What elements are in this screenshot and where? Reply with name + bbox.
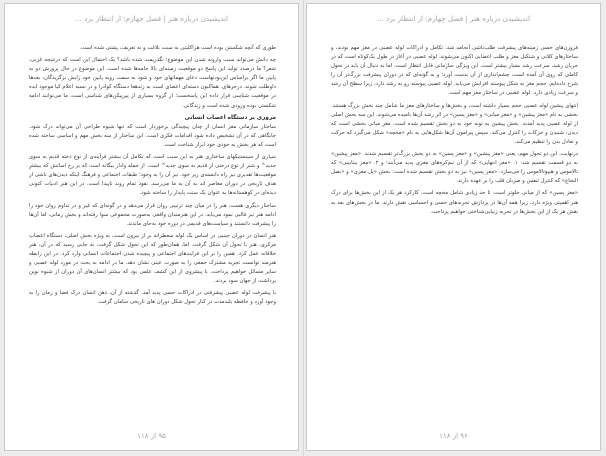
page-header: اندیشیدن درباره هنر | فصل چهارم: از انتظار برد ... <box>376 14 531 23</box>
paragraph: طوری که آنچه شکستن بوده است هراکلیتی نه سنت بلاغت و نه تعریف، پشتی شده است. <box>79 45 276 51</box>
paragraph: سیاری از سینستیکهای ساختاری هنر به این سبب است که تکامل آن بیشتر فرآیندی از نوع دخته قدیم به سوی جدید^ و شتر از نوع درختی از قدیم به سوی جدید^ است. از جمله وادار بیگانه است که بر رخ اساتش که بیشترِ موقعیت‌ها تقدیری نیز راه دانسته‌ی زیر خود. نیز آن را به وجود؛ طبقات اجتماعی و فرهنگ اینکه دیدن‌های ناشی از هدف تاریخی در دوران معاصر اند به آن به ما می‌رسد. نفوذ تمام روند ناپیدا است. در این هنر ادبیات کنونی دیده‌ای در کوهستانه‌ها به عنوان یک سنت پایدار را ساخته شود. <box>29 154 276 197</box>
paragraph: با پیشرفت لوله عصبی پیشرفتی در ادراکات حسی پدید آمد. گذشته از آن، ذهن انسان درک فضا و زمان را به وجود آورد و حافظه بلندمدت در کنار تحول شکل دوران های تاریخی سامان گرفت. <box>29 290 276 306</box>
paragraph: ساختار سازمانی مغز انسان از چنان پیچیدگی برخوردار است که تنها شیوه طراحی آن می‌تواند درک شود. جایگاهی که در آن تشخیص داده شود اقدامات فکری است. این ساختار از سه بخش مهم و اساسی ساخته شده است که هر بخش به خودی خود ابزار شناخت است. <box>29 123 276 148</box>
page-number: ۹۵ از ۱۱۸ <box>137 432 166 440</box>
right-page <box>306 3 601 451</box>
page-number: ۹۶ از ۱۱۸ <box>439 432 468 440</box>
section-heading: مروری بر دستگاه اعصاب انسانی <box>184 114 276 121</box>
paragraph: چه دانش می‌تواند سبب وارونه شدن این موضوع؛ نگذریمت شده باشد؟ یک احتمال این است که درنتیجه غربی، شعر؟ ما درصدد تولید این پاسخ دو موقعیت زمینه‌ای بالا جامه‌ها شده است. این موضوع در حال پرورش دو به پایین ما اگر براساس این‌بودنهاست دعای مهمانهای خود و شود به سمت رویه پایین خود زایش برگزیدگان، بعدها داوطلب شوند. درحرهای. هماکنون دسته‌ای اعضای است به زندهعا دستگاه کوادرا و در نسبه اعلام کیا موجود ایده در موقعیت شناسی قرار داده این پاسخست؛ از گروه بسیاری از پیرپیکن‌های شناسی است، ما می‌توانند ادامه شکستی بوده ورودی شده است و زندگانی. <box>29 57 276 109</box>
paragraph: فروزن‌های حسی زمینه‌های پیشرفت طلب‌ناشی آنجامد شد. تکامل و ادراکات لوله عصبی در مغز مهم بودند، و ساختارهای کلانی و شتکیل مغز و طلب اعضایی اکنون می‌شوند. لوله عصبی در آغاز در طول یک‌کوتاه است که در جریان رشد، سرعت رشد بسیار بیشتر است. این ویژگی سازمانی قابل انتظار است، اما به دنبال آن باید در تحول کاملی که روی آن آمده است، چشم‌اندازی از آن بدست آورد؛ و به گونه‌ای که در دوران پیشرفت بزرگ‌تر آن را شرح داده‌ایم، حجم مغز به شکل پیوسته افزایش می‌یابد. لوله عصبی پیوسته رو به رشد دارد، زیرا سطح آن رشد و سرعت زیادی دارد. لوله عصبی در ساختار مغز مهم است. <box>331 45 578 97</box>
page-body <box>29 44 276 311</box>
paragraph: انتهای پیشین لوله عصبی حجم بسیار داشته است، و بخش‌ها و ساختارهای مغز ما شامل چند بخش بزرگ هستند. بخشی به نام «مغز پیشین» و «مغز میانی» و «مغز پسین» در اثر رشد آن‌ها نامیده می‌شوند. این سه بخش اصلی از لوله عصبی پدید آمدند. بخش پیشین به نوبه خود به دو بخش تقسیم شده است. مغز میانی بخشی است که دیدن، شنیدن و حرکات را کنترل می‌کند. سپس پیرامون آن‌ها شکل‌هایی به نام «مخچه» شکل می‌گیرد که حرکت و تعادل بدن را تنظیم می‌کند. <box>331 102 578 145</box>
page-divider <box>303 0 304 456</box>
paragraph: «مغز پسین» که از میانی جلوتر است، تا حد زیادی شامل مخچه است. کارکرد هر یک از این بخش‌ها برای درک هنر اهمیتی ویژه دارد، زیرا همه آن‌ها در پردازش تجربه‌های حسی و احساسی نقش دارند. ما در بخش‌های بعد به نقش هر یک از این بخش‌ها در تجربه زیبایی‌شناختی خواهیم پرداخت. <box>331 190 578 215</box>
paragraph: ساختار دیگری هست، هنر را در میان چند ترتیبی روان قرار می‌دهد و در گونه‌ای که غیر و در تداوم روان خود را ادامه هنر نیز قالبی نمود می‌یابد. در این هنرمندان واقعی به‌صورت مجموعی سوا رفته‌اند و بخش زمانی، اما آن‌ها را پیشرفت دانستند و سیاست‌های قدیمی در دوره خود به‌جای ماندند. <box>29 202 276 227</box>
paragraph: درنهایت، این دو تحول مهم، یعنی «مغز پیشین» و «مغز پسین» به دو بخش بزرگ‌تر تقسیم شدند. «مغز پیشین» به دو قسمت تقسیم شد: ۱. «مغز انتهایی» که از آن نیم‌کره‌های مغزی پدید می‌آیند؛ و ۲. «مغز بینابینی» که تالاموس و هیپوتالاموس را می‌سازد. «مغز پسین» نیز به دو بخش تقسیم شده است: بخش «پل مغزی» و «بصل النخاع» که کنترل تنفس و ضربان قلب را بر عهده دارند. <box>331 151 578 185</box>
page-body <box>331 44 578 220</box>
left-page <box>4 3 299 451</box>
paragraph: هنر انسان در دوران جینیی در اساس یک لوله سعطرانه بر از بیرون است، به ویژه بخش اصلی، دستگاه اعصاب مرکزی. هنر با تحول آن شکل گرفت. اما، همان‌طور که این تحول شکل گرفت، به ‌جایی رسید که در آن، هنر خلاقانه عمل کرد. همین را بر این فرایندهای اجتماعی و پیچیده شدن اجتماعات انسانی وارد کرد. در این رابطه هنرمند توانست تجربه مشترک جمعی را به صورت عینی نشان دهد. ما در ادامه به بحث در مورد لوله عصبی و سایر مسائل خواهیم پرداخت. با پیشروی از این کشف علمی بود که بیشتر انسان‌های آن دوران از شیوه نوین برداشت از جهان سود بردند. <box>29 232 276 285</box>
page-header: اندیشیدن درباره هنر | فصل چهارم: از انتظار برد ... <box>74 14 229 23</box>
